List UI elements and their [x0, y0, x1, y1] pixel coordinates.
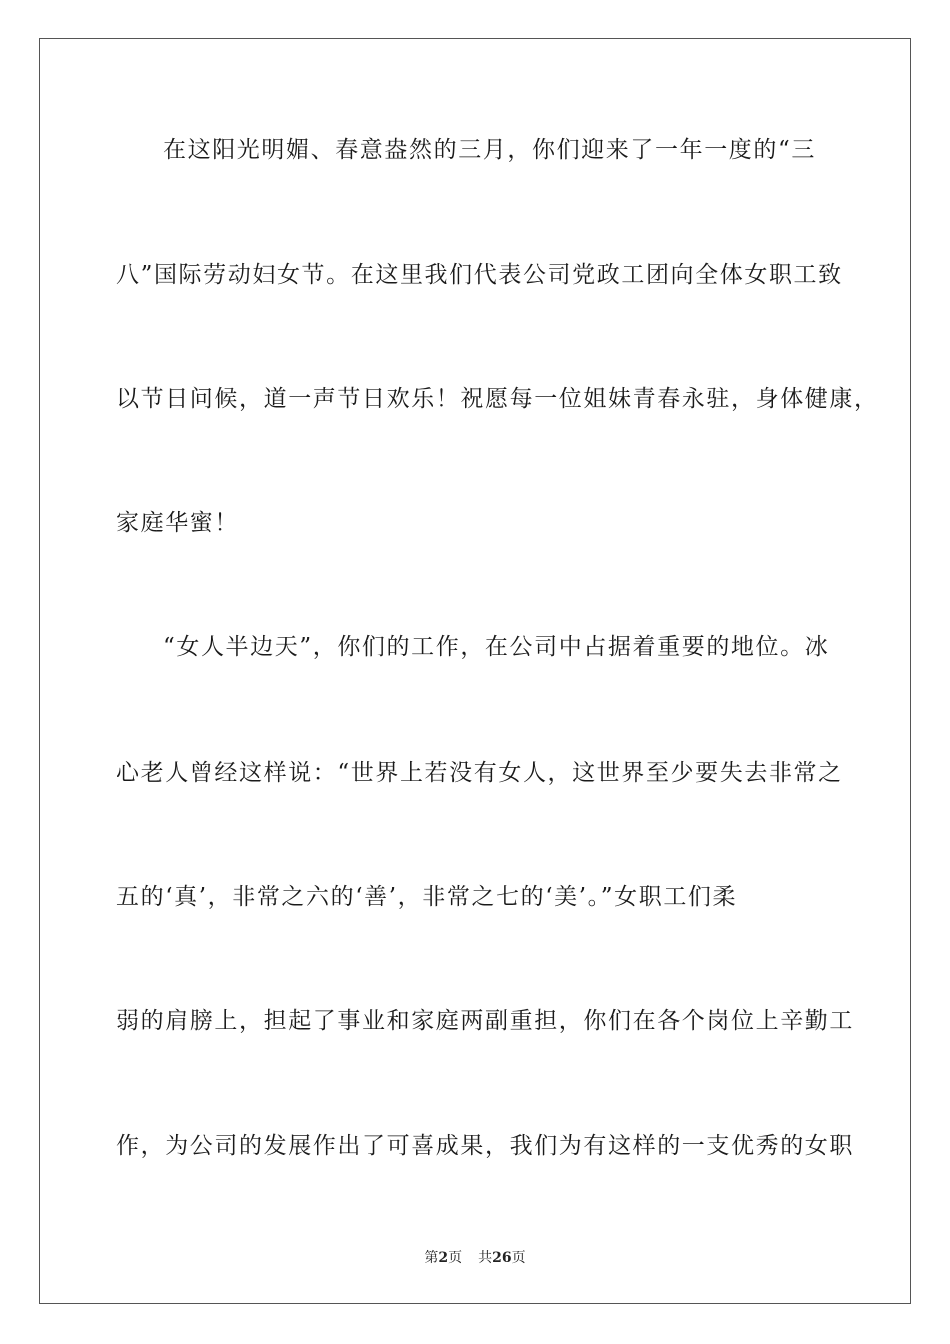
paragraph-1-line-1: 在这阳光明媚、春意盎然的三月，你们迎来了一年一度的“三: [163, 137, 816, 163]
page-suffix: 页: [448, 1250, 463, 1266]
page-prefix: 第: [424, 1250, 439, 1266]
paragraph-2-line-2: 心老人曾经这样说：“世界上若没有女人，这世界至少要失去非常之: [116, 760, 843, 786]
total-suffix: 页: [511, 1250, 526, 1266]
page-footer: [0, 1249, 950, 1267]
total-pages: 26: [492, 1250, 512, 1266]
paragraph-2-line-5: 作，为公司的发展作出了可喜成果，我们为有这样的一支优秀的女职: [116, 1133, 854, 1159]
page-border: [39, 38, 911, 1304]
paragraph-1-line-2: 八”国际劳动妇女节。在这里我们代表公司党政工团向全体女职工致: [116, 262, 843, 288]
total-prefix: 共: [478, 1250, 493, 1266]
paragraph-1-line-4: 家庭华蜜！: [116, 510, 239, 536]
paragraph-2-line-3: 五的‘真’，非常之六的‘善’，非常之七的‘美’。”女职工们柔: [116, 884, 738, 910]
paragraph-1-line-3: 以节日问候，道一声节日欢乐！祝愿每一位姐妹青春永驻，身体健康，: [116, 386, 879, 412]
paragraph-2-line-4: 弱的肩膀上，担起了事业和家庭两副重担，你们在各个岗位上辛勤工: [116, 1008, 854, 1034]
paragraph-2-line-1: “女人半边天”，你们的工作，在公司中占据着重要的地位。冰: [163, 634, 830, 660]
page-number: 2: [438, 1250, 449, 1266]
